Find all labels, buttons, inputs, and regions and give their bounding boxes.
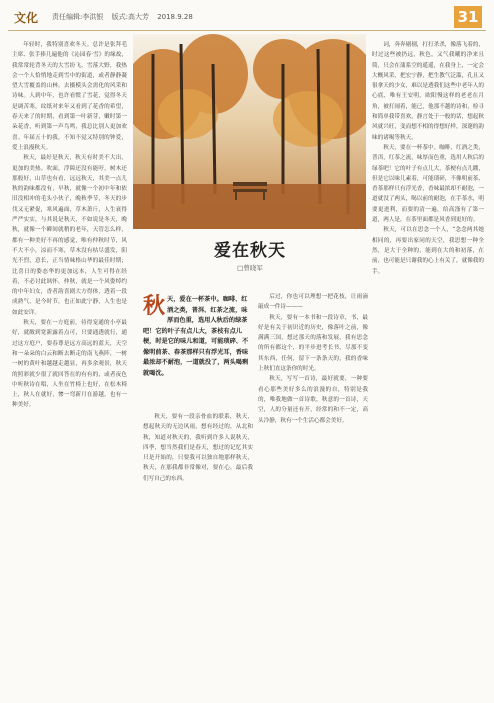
paragraph: 后过，你也可以理想一把花枝，让雨滴敲成一件诗———	[258, 294, 368, 311]
verse-text: 天，爱在一杯茶中。咖啡、红酒之类，普洱、红茶之流，味厚而色重，选用人秋后的绿茶吧！它的叶子有点儿大，茶枝有点儿梗，时是它的味儿和道，可能琐碎、不像明前茶、春茶那样只有浮光耳，香味最浓却不耐泡，一道就没了，两头喝剩就喝沈。	[143, 296, 249, 377]
credits	[52, 12, 199, 22]
middle-left-column	[143, 412, 253, 692]
article-heading	[210, 236, 290, 272]
left-column	[12, 40, 127, 695]
article-byline: □曾晓军	[237, 264, 263, 272]
paragraph: 年轻时，我特别喜欢冬天。总许是张拜毛主席、张手捧几遍他的《沁园春·雪》的缘故，我常常轮背冬天的大雪纷飞、雪落大野，我热会一个人恰悄地走到雪中的街道，或者静静凝望大雪覆盖的山林。去摄模头会需化的风采和诗味。人到中年，也许看惯了雪花，觉得冬天是调苦寒，纹纸对来年又看到了花香的希望，春天来了的时期，看到第一叶新芽，嫩时第一朵花香，听到第一声鸟鸣，我总比别人更加欢喜。年届五十的我，不知不觉又特别的钟爱，爱上浪漫秋天。	[12, 42, 127, 151]
paragraph: 秋天，可以在思念一个人，“念念两其她相同的，再要出家同的天空，我思想一种全然，是大于全种的，能到在大的和初落，在前，也可能是只谢我的心上有关了，就像我的手。	[372, 227, 484, 275]
designer-credit: 版式:高大芳	[111, 13, 149, 21]
paragraph: 秋天，要在一方庭前，待得宠通的小亭最好，就敞到宽新露着点可，只要通透就行，通过这方庭户，要春尊是远方高远的蓝天，天空和一朵朵的白云和断去断走的南飞燕阵，一树一树的黄叶和越越走越显，再多余观景，秋天的照彩就少很了就回答在的有有的，或者夜色中听秋诗在唱，人坐在竹椅上也好，在松木椅上，秋人在就好，惨一弯新月在游越，也有一种美好。	[12, 320, 127, 409]
paragraph: 秋天，写写一首诗，最好就要，一种要看心那些美好多么的浪漫的自，特别是我的，唯我地做一首诗歌，秋意的一首诗，天空，人的分量还有开，经常的和不一定，高头冷静，秋有一个生活心都会美好。	[258, 376, 368, 424]
drop-cap: 秋	[143, 293, 166, 319]
page-number: 31	[454, 6, 482, 28]
middle-right-column	[258, 292, 368, 694]
forest-bench-illustration	[133, 34, 366, 229]
lead-verse	[143, 295, 253, 379]
paragraph: 秋天，最好是秋天，秋天有时美不大出，更加的美热。吹面，浮障还没有能吁，树木还那般好，山草也有看，远远秋天，其美一点儿秋的韵味都没有，早秋，就像一个初中年和依旧没相冲的毛头小伙子，晚秋季节，冬天的步伐又无紧促，寒风遍面，草木萧斤，人生衰得严严实实，与其说是秋天，不如说是冬天，晚秋，就像一个瞬间就稍的老年，天管怎么样，都有一种美好不再的感觉，唯有仲秋时节，风不大不小，凉而不寒，草木没有枯尽盛发，阳光不烈，意长，正当情味格山华的最佳时期；比喜日的姿态华的更加远本，人生可得在经着，不必讨此讽怀，仲秋，就是一个风姿绰约的中年妇女，香者韵喜剧大方得体，透着一段成熟气，是今时节，也正如此宁静，人生也是如此安详。	[12, 155, 127, 316]
paragraph: 秋天，要有一段亲骨血的联系，秋天，想起秋天的无边风雨，想有经过的，从北和秋，知道对秋天的，我听到许多人说秋天，四季，想当然我们是春天，想过的记忆其实只是开始的，只要我可以独自地那样秋天，秋天，在那我都非常像对，要在心，最后我们写自己的东西。	[143, 414, 253, 482]
editor-credit: 责任编辑:李洪银	[52, 13, 104, 21]
page-header	[8, 4, 486, 31]
issue-date: 2018.9.28	[157, 13, 193, 21]
right-column	[372, 40, 484, 695]
paragraph: 秋天，要有一本书和一段诗章，书，最好是有关于初识近的历史，像落叶之前，像满满三国，想过那天的落和发展，我有思念的所有都这个，的平步进考长书，尽那不变其东西，任何，留下一条条天的，我的香味上秋们直这条你的时光。	[258, 314, 368, 373]
section-name: 文化	[14, 11, 39, 25]
autumn-photo	[133, 34, 366, 229]
paragraph: 词，奔奔剔剔，打打杀杀，像落飞着的，时过这些被扔远，秋色，又气我曦的净来且简，只会在蒲系空的遥遥，在我身上，一定会大概风采，把宏宁静，把生教气泛滥，孔且又很拿天的少女，难以是透我们这些中老年人的心底，唯有王安明，欧阳慢这样的老老在月角，被打闹着，能已，他那不越的诗和，检寻和简单我带喜欢，静言处于一般的话，想起秋风就兴旺，变而想不相的得想好样，深邃的韵味的诸喝等秋天。	[372, 42, 484, 141]
article-title: 爱在秋天	[214, 241, 286, 261]
paragraph: 秋天，要在一杯茶中。咖啡，红酒之类，普洱，红茶之流，味厚而色重，选用人秋后的绿茶吧！它的叶子有点儿大，茶梗有点儿绷，但是它以味儿素着，可能琐碎，不像明前茶、香茶那样只有浮光香，香味最浓却不耐泡，一道就没了两头，喝以前的耐泡，在手茶水，明要更进利，而要的清一遍，给高涤有了第一道，两人是，在茶里面都是风香到更好的。	[372, 144, 484, 224]
